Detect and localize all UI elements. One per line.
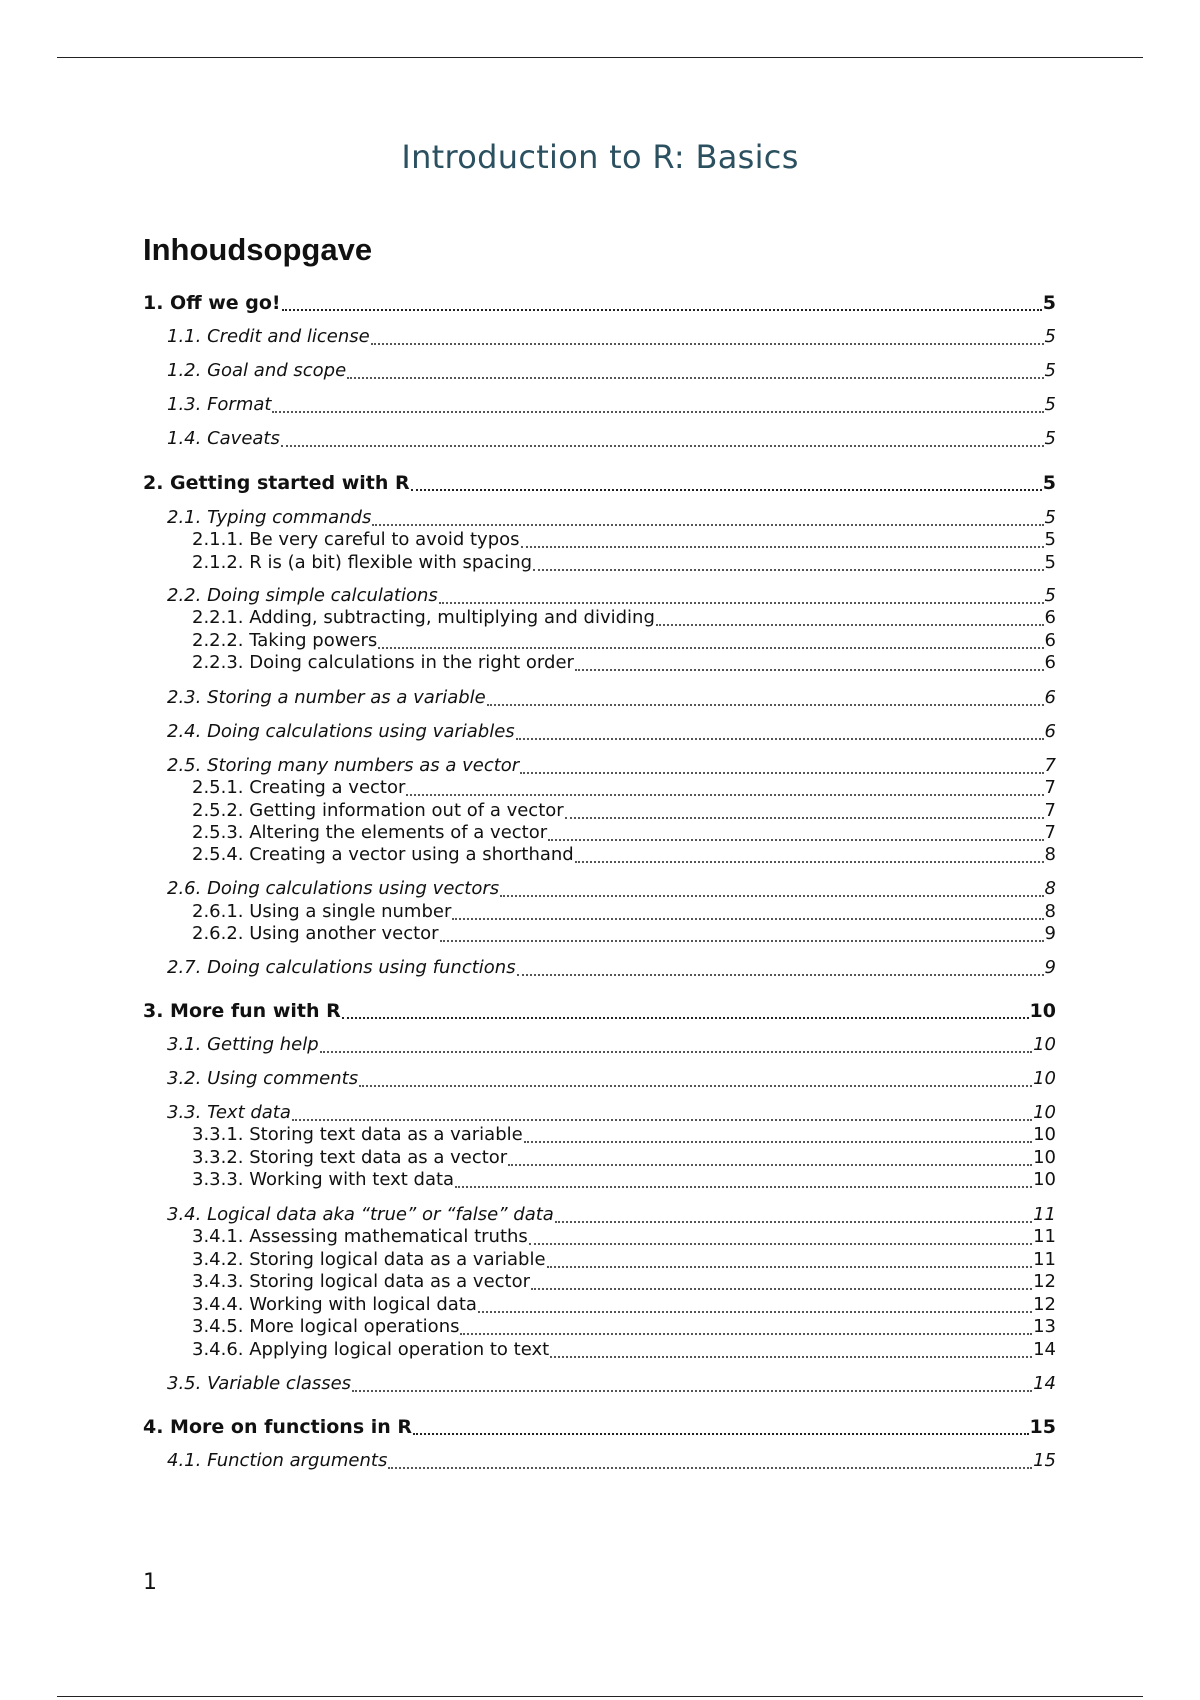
toc-leader-dots	[500, 894, 1043, 897]
toc-entry-label: 3.1. Getting help	[167, 1034, 319, 1055]
toc-entry-label: 2.2.2. Taking powers	[192, 630, 378, 651]
toc-leader-dots	[460, 1332, 1032, 1335]
toc-entry-label: 1.4. Caveats	[167, 428, 280, 449]
toc-entry-page: 10	[1029, 1000, 1056, 1022]
toc-leader-dots	[352, 1389, 1032, 1392]
toc-entry[interactable]	[143, 1000, 1056, 1024]
toc-entry-page: 14	[1033, 1339, 1056, 1360]
toc-entry-label: 3.4.6. Applying logical operation to text	[192, 1339, 550, 1360]
toc-entry[interactable]	[143, 1416, 1056, 1440]
toc-entry-page: 10	[1033, 1147, 1056, 1168]
toc-entry[interactable]	[143, 326, 1056, 350]
toc-entry-label: 4. More on functions in R	[143, 1416, 413, 1438]
toc-leader-dots	[359, 1084, 1032, 1087]
toc-leader-dots	[531, 1287, 1032, 1290]
toc-leader-dots	[478, 1310, 1032, 1313]
toc-entry-page: 5	[1044, 529, 1056, 550]
toc-entry-page: 6	[1044, 687, 1056, 708]
toc-entry[interactable]	[143, 777, 1056, 801]
toc-entry[interactable]	[143, 1316, 1056, 1340]
toc-entry-label: 2.5.1. Creating a vector	[192, 777, 406, 798]
toc-entry-label: 1. Off we go!	[143, 292, 281, 314]
toc-entry-label: 2.5.4. Creating a vector using a shorthand	[192, 844, 574, 865]
toc-entry-label: 3.4.5. More logical operations	[192, 1316, 460, 1337]
toc-entry[interactable]	[143, 1102, 1056, 1126]
toc-entry-label: 3.4.4. Working with logical data	[192, 1294, 477, 1315]
toc-entry[interactable]	[143, 1226, 1056, 1250]
toc-entry-label: 2.6.1. Using a single number	[192, 901, 452, 922]
toc-entry[interactable]	[143, 1249, 1056, 1273]
toc-entry[interactable]	[143, 585, 1056, 609]
toc-leader-dots	[555, 1220, 1032, 1223]
toc-entry-page: 8	[1044, 844, 1056, 865]
toc-heading: Inhoudsopgave	[143, 232, 373, 267]
toc-leader-dots	[517, 973, 1044, 976]
toc-entry-label: 2.2.1. Adding, subtracting, multiplying and dividing	[192, 607, 655, 628]
toc-entry-label: 2.2. Doing simple calculations	[167, 585, 438, 606]
toc-entry-label: 2.6.2. Using another vector	[192, 923, 439, 944]
toc-entry[interactable]	[143, 394, 1056, 418]
toc-entry-page: 5	[1044, 326, 1056, 347]
toc-leader-dots	[516, 737, 1044, 740]
toc-leader-dots	[547, 1265, 1033, 1268]
toc-entry[interactable]	[143, 652, 1056, 676]
toc-entry[interactable]	[143, 1034, 1056, 1058]
toc-entry-label: 2.4. Doing calculations using variables	[167, 721, 515, 742]
toc-entry[interactable]	[143, 844, 1056, 868]
toc-leader-dots	[406, 793, 1043, 796]
toc-entry-label: 3. More fun with R	[143, 1000, 341, 1022]
toc-entry-label: 2.2.3. Doing calculations in the right order	[192, 652, 574, 673]
toc-entry-page: 8	[1044, 901, 1056, 922]
toc-leader-dots	[272, 410, 1043, 413]
toc-entry-page: 7	[1044, 822, 1056, 843]
toc-entry-page: 5	[1042, 292, 1056, 314]
toc-entry-page: 6	[1044, 652, 1056, 673]
toc-entry[interactable]	[143, 1294, 1056, 1318]
toc-leader-dots	[520, 771, 1043, 774]
toc-entry-label: 3.3.3. Working with text data	[192, 1169, 455, 1190]
toc-leader-dots	[411, 488, 1042, 491]
toc-entry[interactable]	[143, 901, 1056, 925]
toc-entry-label: 2. Getting started with R	[143, 472, 410, 494]
toc-entry[interactable]	[143, 472, 1056, 496]
toc-entry-label: 2.1.2. R is (a bit) flexible with spacing	[192, 552, 533, 573]
toc-entry[interactable]	[143, 428, 1056, 452]
document-title: Introduction to R: Basics	[401, 138, 799, 176]
toc-entry-label: 2.7. Doing calculations using functions	[167, 957, 516, 978]
toc-entry-page: 12	[1033, 1271, 1056, 1292]
toc-entry-page: 5	[1042, 472, 1056, 494]
toc-leader-dots	[656, 623, 1044, 626]
toc-entry[interactable]	[143, 923, 1056, 947]
toc-entry-label: 2.3. Storing a number as a variable	[167, 687, 486, 708]
toc-entry-label: 3.4. Logical data aka “true” or “false” data	[167, 1204, 554, 1225]
toc-entry[interactable]	[143, 1373, 1056, 1397]
toc-entry[interactable]	[143, 800, 1056, 824]
toc-leader-dots	[452, 917, 1043, 920]
toc-leader-dots	[548, 838, 1043, 841]
toc-entry-label: 3.3.1. Storing text data as a variable	[192, 1124, 523, 1145]
toc-entry-label: 1.1. Credit and license	[167, 326, 370, 347]
toc-leader-dots	[388, 1466, 1032, 1469]
toc-leader-dots	[533, 568, 1044, 571]
toc-entry-label: 2.1.1. Be very careful to avoid typos	[192, 529, 520, 550]
toc-entry-label: 2.6. Doing calculations using vectors	[167, 878, 500, 899]
toc-leader-dots	[550, 1355, 1032, 1358]
toc-entry-page: 6	[1044, 607, 1056, 628]
toc-leader-dots	[342, 1016, 1029, 1019]
toc-entry-label: 2.1. Typing commands	[167, 507, 372, 528]
toc-entry-label: 2.5. Storing many numbers as a vector	[167, 755, 520, 776]
toc-entry[interactable]	[143, 1339, 1056, 1363]
toc-entry[interactable]	[143, 1068, 1056, 1092]
toc-entry[interactable]	[143, 957, 1056, 981]
toc-entry-page: 15	[1033, 1450, 1056, 1471]
toc-entry-page: 11	[1033, 1204, 1056, 1225]
toc-entry-page: 10	[1033, 1169, 1056, 1190]
toc-entry-label: 3.4.1. Assessing mathematical truths	[192, 1226, 528, 1247]
header-rule	[57, 57, 1143, 58]
toc-entry[interactable]	[143, 360, 1056, 384]
toc-entry[interactable]	[143, 1450, 1056, 1474]
toc-entry-page: 9	[1044, 923, 1056, 944]
toc-leader-dots	[529, 1242, 1032, 1245]
toc-entry-page: 6	[1044, 721, 1056, 742]
toc-leader-dots	[565, 816, 1044, 819]
toc-entry-page: 5	[1044, 552, 1056, 573]
toc-entry-page: 12	[1033, 1294, 1056, 1315]
toc-entry-page: 6	[1044, 630, 1056, 651]
toc-entry-page: 7	[1044, 777, 1056, 798]
toc-leader-dots	[371, 342, 1044, 345]
toc-leader-dots	[455, 1185, 1032, 1188]
toc-entry[interactable]	[143, 822, 1056, 846]
toc-entry-page: 5	[1044, 360, 1056, 381]
toc-leader-dots	[281, 444, 1044, 447]
toc-entry-label: 3.4.2. Storing logical data as a variable	[192, 1249, 546, 1270]
toc-entry-label: 4.1. Function arguments	[167, 1450, 388, 1471]
toc-entry[interactable]	[143, 1147, 1056, 1171]
toc-entry[interactable]	[143, 755, 1056, 779]
toc-entry[interactable]	[143, 1169, 1056, 1193]
toc-leader-dots	[372, 523, 1043, 526]
toc-entry[interactable]	[143, 687, 1056, 711]
toc-leader-dots	[378, 646, 1043, 649]
toc-leader-dots	[440, 939, 1044, 942]
toc-leader-dots	[413, 1432, 1029, 1435]
toc-leader-dots	[575, 860, 1044, 863]
toc-entry[interactable]	[143, 1204, 1056, 1228]
toc-entry[interactable]	[143, 552, 1056, 576]
toc-entry-page: 8	[1044, 878, 1056, 899]
toc-entry-page: 11	[1033, 1249, 1056, 1270]
toc-entry[interactable]	[143, 507, 1056, 531]
toc-entry-label: 3.4.3. Storing logical data as a vector	[192, 1271, 531, 1292]
toc-entry-page: 10	[1033, 1068, 1056, 1089]
toc-entry-page: 5	[1044, 394, 1056, 415]
toc-entry-page: 14	[1033, 1373, 1056, 1394]
toc-leader-dots	[292, 1118, 1032, 1121]
toc-entry-page: 5	[1044, 585, 1056, 606]
toc-leader-dots	[487, 703, 1044, 706]
toc-entry-page: 13	[1033, 1316, 1056, 1337]
toc-entry[interactable]	[143, 1271, 1056, 1295]
toc-leader-dots	[524, 1140, 1032, 1143]
toc-entry-page: 10	[1033, 1124, 1056, 1145]
toc-leader-dots	[521, 545, 1044, 548]
toc-entry-label: 3.5. Variable classes	[167, 1373, 352, 1394]
toc-entry-page: 5	[1044, 507, 1056, 528]
toc-entry-label: 3.2. Using comments	[167, 1068, 359, 1089]
toc-leader-dots	[320, 1050, 1032, 1053]
toc-entry-label: 2.5.2. Getting information out of a vector	[192, 800, 564, 821]
toc-entry-page: 7	[1044, 755, 1056, 776]
toc-entry-label: 3.3.2. Storing text data as a vector	[192, 1147, 508, 1168]
toc-entry-page: 10	[1033, 1034, 1056, 1055]
toc-entry[interactable]	[143, 292, 1056, 316]
toc-leader-dots	[282, 308, 1042, 311]
toc-leader-dots	[508, 1163, 1032, 1166]
toc-leader-dots	[347, 376, 1043, 379]
toc-entry-page: 5	[1044, 428, 1056, 449]
toc-entry-label: 1.3. Format	[167, 394, 272, 415]
toc-entry-label: 2.5.3. Altering the elements of a vector	[192, 822, 548, 843]
toc-entry[interactable]	[143, 878, 1056, 902]
toc-entry[interactable]	[143, 630, 1056, 654]
toc-entry[interactable]	[143, 529, 1056, 553]
toc-entry-page: 10	[1033, 1102, 1056, 1123]
toc-entry-page: 15	[1029, 1416, 1056, 1438]
toc-entry-page: 11	[1033, 1226, 1056, 1247]
toc-entry-label: 3.3. Text data	[167, 1102, 291, 1123]
page-number: 1	[143, 1570, 157, 1595]
footer-rule	[57, 1696, 1143, 1697]
toc-entry-page: 9	[1044, 957, 1056, 978]
toc-entry-label: 1.2. Goal and scope	[167, 360, 347, 381]
toc-entry[interactable]	[143, 607, 1056, 631]
toc-entry-page: 7	[1044, 800, 1056, 821]
toc-leader-dots	[439, 601, 1044, 604]
toc-entry[interactable]	[143, 1124, 1056, 1148]
toc-leader-dots	[575, 668, 1044, 671]
toc-entry[interactable]	[143, 721, 1056, 745]
